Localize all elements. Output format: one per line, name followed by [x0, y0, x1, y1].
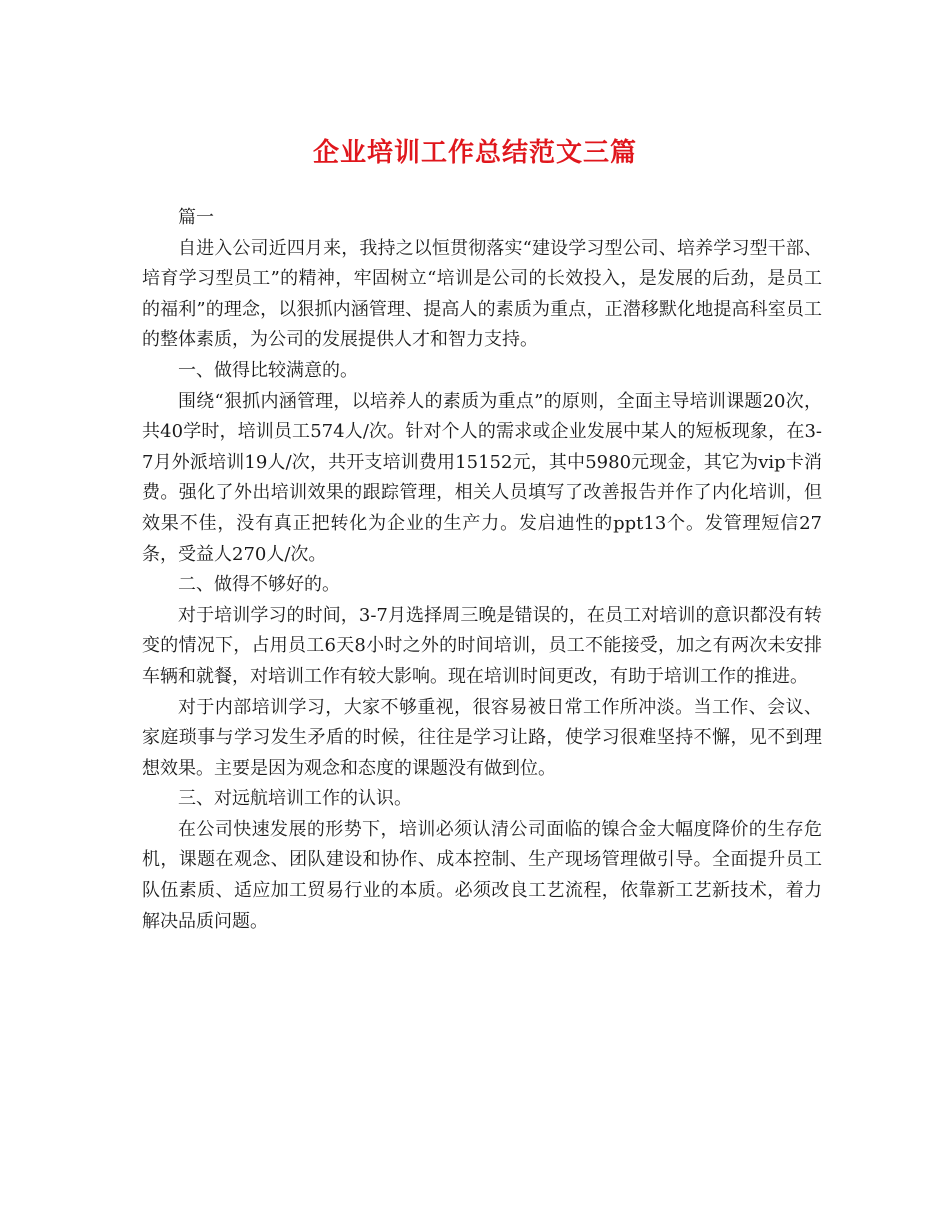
satisfied-paragraph: 围绕“狠抓内涵管理，以培养人的素质为重点”的原则，全面主导培训课题20次，共40学时，培训员工574人/次。针对个人的需求或企业发展中某人的短板现象，在3-7月外派培训19人/次，共开支培训费用15152元，其中5980元现金，其它为vip卡消费。强化了外出培训效果的跟踪管理，相关人员填写了改善报告并作了内化培训，但效果不佳，没有真正把转化为企业的生产力。发启迪性的ppt13个。发管理短信27条，受益人270人/次。: [142, 390, 822, 565]
not-good-paragraph-time: 对于培训学习的时间，3-7月选择周三晚是错误的，在员工对培训的意识都没有转变的情况下，占用员工6天8小时之外的时间培训，员工不能接受，加之有两次未安排车辆和就餐，对培训工作有较大影响。现在培训时间更改，有助于培训工作的推进。: [142, 604, 822, 687]
document-title: 企业培训工作总结范文三篇: [312, 138, 637, 168]
section-heading-not-good: 二、做得不够好的。: [178, 574, 340, 596]
intro-paragraph: 自进入公司近四月来，我持之以恒贯彻落实“建设学习型公司、培养学习型干部、培育学习型员工”的精神，牢固树立“培训是公司的长效投入，是发展的后劲，是员工的福利”的理念，以狠抓内涵管理、提高人的素质为重点，正潜移默化地提高科室员工的整体素质，为公司的发展提供人才和智力支持。: [142, 237, 822, 351]
section-heading-understanding: 三、对远航培训工作的认识。: [178, 788, 412, 810]
not-good-paragraph-internal: 对于内部培训学习，大家不够重视，很容易被日常工作所冲淡。当工作、会议、家庭琐事与学习发生矛盾的时候，往往是学习让路，使学习很难坚持不懈，见不到理想效果。主要是因为观念和态度的课题没有做到位。: [142, 696, 822, 779]
understanding-paragraph: 在公司快速发展的形势下，培训必须认清公司面临的镍合金大幅度降价的生存危机，课题在观念、团队建设和协作、成本控制、生产现场管理做引导。全面提升员工队伍素质、适应加工贸易行业的本质。必须改良工艺流程，依靠新工艺新技术，着力解决品质问题。: [142, 818, 822, 932]
section-heading-part-one: 篇一: [178, 207, 214, 228]
section-heading-satisfied: 一、做得比较满意的。: [178, 359, 358, 381]
document-body: [142, 203, 822, 937]
